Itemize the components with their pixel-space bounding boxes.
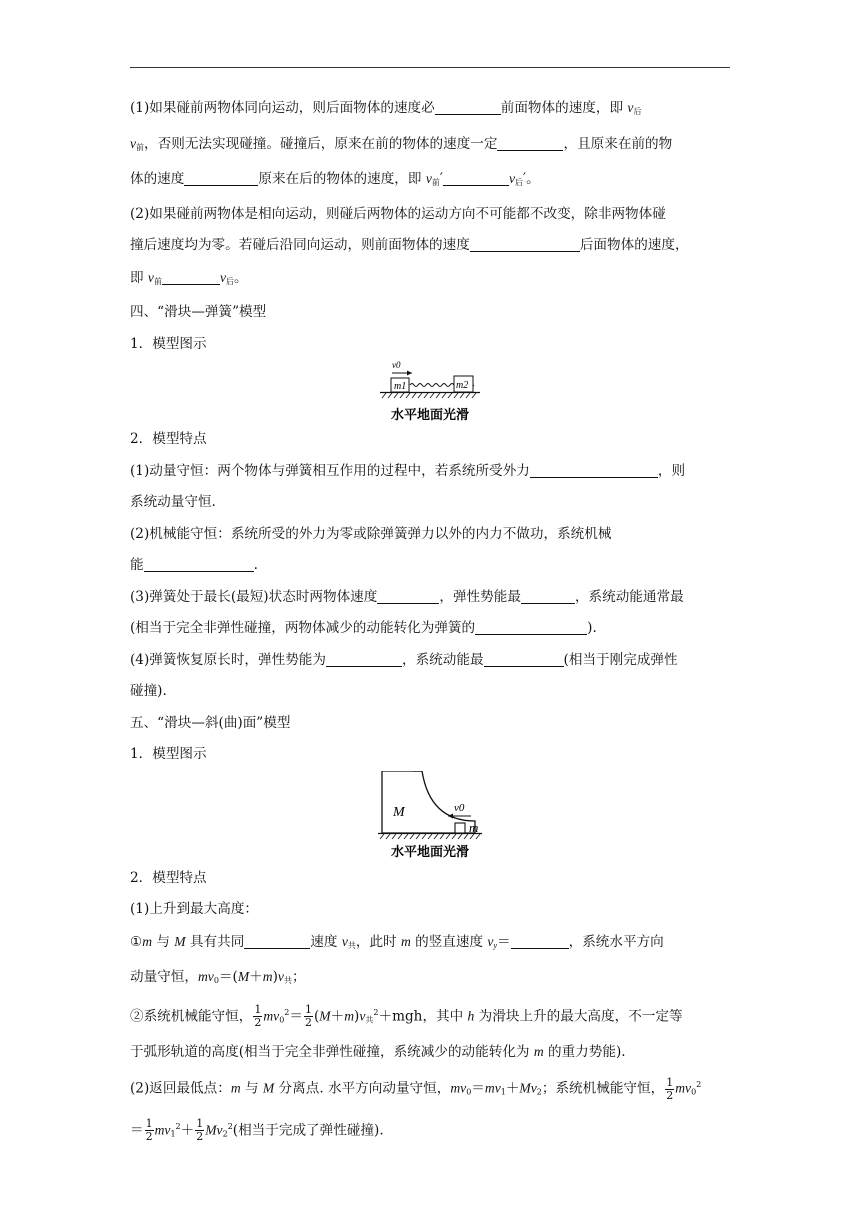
m1-label: m1 [394,381,407,392]
document-body [130,92,730,1151]
paragraph-same-direction: (1)如果碰前两物体同向运动，则后面物体的速度必 前面物体的速度，即 $v_后$ $v_前$，否则无法实现碰撞。碰撞后，原来在前的物体的速度一定 ，且原来在前的物 体的速度 原来在后的物体的速度，即 $v_前'$ $v_后'$。 [130,100,673,187]
answer-blank[interactable] [484,651,564,667]
answer-blank[interactable] [244,933,310,949]
answer-blank[interactable] [497,135,563,151]
answer-blank[interactable] [326,651,402,667]
figure-caption: 水平地面光滑 [390,844,470,860]
slider-curved-surface-diagram [130,771,730,863]
feature-max-length: (3)弹簧处于最长(最短)状态时两物体速度 ，弹性势能最 ，系统动能通常最 (相当于完全非弹性碰撞，两物体减少的动能转化为弹簧的 ). [130,588,684,636]
figure-caption: 水平地面光滑 [390,408,470,423]
arrow-head-icon [407,371,412,376]
feature-original-length: (4)弹簧恢复原长时，弹性势能为 ，系统动能最 (相当于刚完成弹性 碰撞). [130,651,678,699]
condition-common-velocity: ①m 与 M 具有共同 速度 $v_共$，此时 m 的竖直速度 $v_y=$ ，系统水平方向 动量守恒，$mv_0=(M+m)v_共$； [130,933,664,985]
section-title: 四、“滑块—弹簧”模型 [130,304,267,320]
fraction-half: $\frac{1}{2}$ [196,1117,204,1144]
subsection-heading: 1．模型图示 [130,335,207,352]
answer-blank[interactable] [435,99,501,115]
fraction-half: $\frac{1}{2}$ [304,1003,312,1030]
condition-energy: ②系统机械能守恒， $\frac{1}{2}$ $mv_0^2=$ $\frac{1}{2}$ $(M+m)v_共^2+mgh$，其中 h 为滑块上升的最大高度，不一定等 于弧形轨道的高度(相当于完全非弹性碰撞，系统减少的动能转化为 m 的重力势能). [130,1003,683,1060]
feature-momentum: (1)动量守恒：两个物体与弹簧相互作用的过程中，若系统所受外力 ，则 系统动量守恒. [130,462,686,510]
feature-mechanical-energy: (2)机械能守恒：系统所受的外力为零或除弹簧弹力以外的内力不做功，系统机械 能 . [130,525,612,573]
answer-blank[interactable] [521,588,575,604]
paragraph-opposite-direction: (2)如果碰前两物体是相向运动，则碰后两物体的运动方向不可能都不改变，除非两物体碰 撞后速度均为零。若碰后沿同向运动，则前面物体的速度 后面物体的速度， 即 $v_前$ $v_后$。 [130,205,689,286]
section-title: 五、“滑块—斜(曲)面”模型 [130,714,291,731]
answer-blank[interactable] [511,933,569,949]
answer-blank[interactable] [377,588,439,604]
subsection-heading: 1．模型图示 [130,746,207,762]
subsection-heading: 2．模型特点 [130,431,207,447]
block-m [455,823,465,833]
answer-blank[interactable] [443,170,509,186]
answer-blank[interactable] [530,462,658,478]
answer-blank[interactable] [475,619,587,635]
fraction-half: $\frac{1}{2}$ [254,1003,262,1030]
answer-blank[interactable] [470,236,580,252]
list-item: (1)上升到最大高度： [130,901,259,917]
m2-label: m2 [456,380,469,391]
answer-blank[interactable] [144,556,254,572]
v0-label: v0 [454,801,465,814]
m-label: m [469,819,479,835]
header-rule [130,67,730,68]
fraction-half: $\frac{1}{2}$ [145,1117,153,1144]
v0-label: v0 [392,360,401,370]
subsection-heading: 2．模型特点 [130,869,207,886]
slider-spring-diagram [130,360,730,424]
answer-blank[interactable] [162,269,220,285]
return-lowest-point: (2)返回最低点：m 与 M 分离点. 水平方向动量守恒，$mv_0=mv_1+Mv_2$；系统机械能守恒， $\frac{1}{2}$ $mv_0^2$ ＝ $\frac{1}{2}$ $mv_1^2+$ $\frac{1}{2}$ $Mv_2^2$(相当于完成了弹性碰撞). [130,1075,702,1144]
answer-blank[interactable] [184,170,258,186]
M-label: M [393,804,405,820]
fraction-half: $\frac{1}{2}$ [666,1075,674,1102]
